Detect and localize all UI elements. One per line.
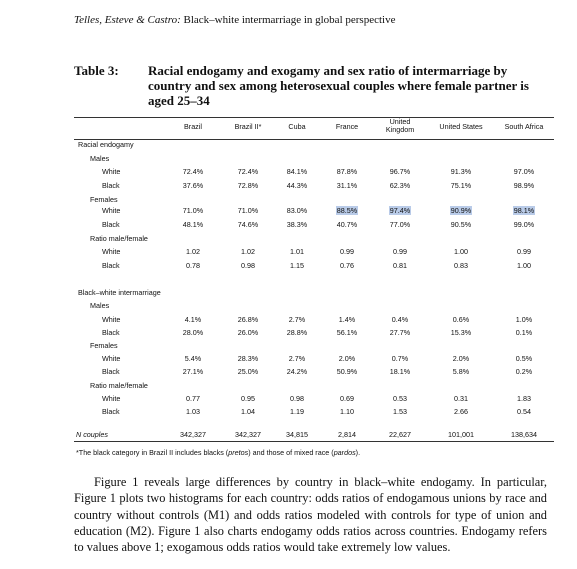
table-cell: 48.1% <box>182 220 204 229</box>
table-row <box>74 354 554 366</box>
table-cell: 2.66 <box>454 407 468 416</box>
table-cell: 25.0% <box>237 367 259 376</box>
table-cell: 96.7% <box>389 167 411 176</box>
table-cell: 72.8% <box>237 181 259 190</box>
row-label: White <box>102 247 121 256</box>
table-cell: 1.00 <box>517 261 531 270</box>
table-cell: 27.1% <box>182 367 204 376</box>
table-cell: 0.69 <box>340 394 354 403</box>
table-cell: 27.7% <box>389 328 411 337</box>
body-paragraph-container <box>74 474 547 555</box>
table-cell: 1.15 <box>290 261 304 270</box>
table-row <box>74 341 554 353</box>
table-row <box>74 220 554 232</box>
n-couples-cell: 22,627 <box>389 430 411 439</box>
row-label: Black <box>102 407 120 416</box>
row-label: Black <box>102 181 120 190</box>
table-cell: 87.8% <box>336 167 358 176</box>
table-cell: 97.0% <box>513 167 535 176</box>
table-cell: 0.6% <box>452 315 470 324</box>
row-label: Black <box>102 220 120 229</box>
table-cell: 74.6% <box>237 220 259 229</box>
table-cell: 38.3% <box>286 220 308 229</box>
table-cell: 0.31 <box>454 394 468 403</box>
table-row <box>74 234 554 246</box>
highlighted-value: 97.4% <box>389 206 411 215</box>
table-cell: 62.3% <box>389 181 411 190</box>
row-label: Black–white intermarriage <box>78 288 161 297</box>
table-cell <box>494 206 554 215</box>
table-row <box>74 394 554 406</box>
table-cell: 0.53 <box>393 394 407 403</box>
table-cell: 1.0% <box>515 315 533 324</box>
footnote-term-pretos: pretos <box>228 448 249 457</box>
column-header: United States <box>439 122 483 131</box>
table-cell: 0.98 <box>241 261 255 270</box>
column-header: Brazil <box>184 122 202 131</box>
table-number: Table 3: <box>74 63 119 78</box>
n-couples-row <box>74 430 554 442</box>
table-cell: 2.0% <box>452 354 470 363</box>
column-header: Brazil II* <box>234 122 262 131</box>
row-label: Males <box>90 154 110 163</box>
table-row <box>74 206 554 218</box>
table-cell <box>431 206 491 215</box>
table-cell: 0.4% <box>391 315 409 324</box>
n-couples-cell: 34,815 <box>286 430 308 439</box>
n-couples-cell: 342,327 <box>235 430 261 439</box>
n-couples-cell: 342,327 <box>180 430 206 439</box>
table-row <box>74 301 554 313</box>
table-cell: 1.02 <box>241 247 255 256</box>
row-label: White <box>102 315 121 324</box>
table-cell: 4.1% <box>184 315 202 324</box>
table-row <box>74 261 554 273</box>
table-cell: 15.3% <box>450 328 472 337</box>
column-header: France <box>335 122 359 131</box>
row-label: Males <box>90 301 110 310</box>
running-head-title: Black–white intermarriage in global perspective <box>183 14 396 26</box>
table-cell: 71.0% <box>182 206 204 215</box>
n-couples-cell: 101,001 <box>448 430 474 439</box>
table-cell: 1.4% <box>338 315 356 324</box>
table-cell: 1.00 <box>454 247 468 256</box>
table-cell: 31.1% <box>336 181 358 190</box>
table-cell: 0.76 <box>340 261 354 270</box>
table-row <box>74 181 554 193</box>
column-header: Cuba <box>288 122 306 131</box>
table-cell: 1.04 <box>241 407 255 416</box>
table-cell: 26.0% <box>237 328 259 337</box>
table-cell: 0.5% <box>515 354 533 363</box>
table-row <box>74 328 554 340</box>
table-cell: 2.7% <box>288 354 306 363</box>
running-head-authors: Telles, Esteve & Castro: <box>74 14 181 26</box>
table-cell: 1.02 <box>186 247 200 256</box>
table-cell: 1.10 <box>340 407 354 416</box>
table-cell: 24.2% <box>286 367 308 376</box>
n-couples-label: N couples <box>76 430 108 439</box>
table-cell: 72.4% <box>237 167 259 176</box>
table-cell: 2.7% <box>288 315 306 324</box>
row-label: White <box>102 167 121 176</box>
table-cell: 98.9% <box>513 181 535 190</box>
table-cell: 0.81 <box>393 261 407 270</box>
table-cell: 91.3% <box>450 167 472 176</box>
row-label: Black <box>102 367 120 376</box>
table-cell: 1.19 <box>290 407 304 416</box>
table-row <box>74 315 554 327</box>
table-cell: 0.99 <box>517 247 531 256</box>
row-label: White <box>102 206 121 215</box>
table-footnote <box>76 448 360 457</box>
highlighted-value: 88.5% <box>336 206 358 215</box>
table-row <box>74 288 554 300</box>
row-label: Ratio male/female <box>90 381 148 390</box>
row-label: Females <box>90 195 118 204</box>
table-cell: 71.0% <box>237 206 259 215</box>
highlighted-value: 90.9% <box>450 206 472 215</box>
footnote-term-pardos: pardos <box>333 448 356 457</box>
table-cell: 0.78 <box>186 261 200 270</box>
table-cell: 1.83 <box>517 394 531 403</box>
highlighted-value: 98.1% <box>513 206 535 215</box>
table-cell: 1.03 <box>186 407 200 416</box>
table-cell <box>317 206 377 215</box>
table-cell <box>370 206 430 215</box>
table-cell: 5.4% <box>184 354 202 363</box>
table-cell: 72.4% <box>182 167 204 176</box>
footnote-suffix: ). <box>355 448 361 457</box>
column-header: South Africa <box>504 122 544 131</box>
row-label: Ratio male/female <box>90 234 148 243</box>
table-cell: 0.83 <box>454 261 468 270</box>
table-cell: 28.3% <box>237 354 259 363</box>
table-cell: 75.1% <box>450 181 472 190</box>
row-label: Females <box>90 341 118 350</box>
table-cell: 26.8% <box>237 315 259 324</box>
n-couples-cell: 2,814 <box>338 430 356 439</box>
table-cell: 44.3% <box>286 181 308 190</box>
table-cell: 0.98 <box>290 394 304 403</box>
table-cell: 28.8% <box>286 328 308 337</box>
table-cell: 2.0% <box>338 354 356 363</box>
table-row <box>74 154 554 166</box>
table-row <box>74 407 554 419</box>
table-row <box>74 367 554 379</box>
table-cell: 5.8% <box>452 367 470 376</box>
body-paragraph: Figure 1 reveals large differences by country in black–white endogamy. In particular, Figure 1 plots two histograms for each country: odds ratios of endogamous unions by race and country without controls (M1) and odds ratios modeled with controls for type of union and education (M2). Figure 1 also charts endogamy odds ratios across countries. Endogamy refers to values above 1; exogamous odds ratios would take extremely low values. <box>74 475 547 555</box>
column-header: United Kingdom <box>385 117 415 134</box>
row-label: White <box>102 354 121 363</box>
table-cell: 28.0% <box>182 328 204 337</box>
table-cell: 77.0% <box>389 220 411 229</box>
table-cell: 0.95 <box>241 394 255 403</box>
footnote-middle: ) and those of mixed race ( <box>248 448 334 457</box>
table-row <box>74 381 554 393</box>
table-cell: 0.77 <box>186 394 200 403</box>
row-label: Black <box>102 328 120 337</box>
row-label: Black <box>102 261 120 270</box>
table-cell: 99.0% <box>513 220 535 229</box>
table-cell: 1.53 <box>393 407 407 416</box>
table-cell: 0.1% <box>515 328 533 337</box>
table-cell: 0.2% <box>515 367 533 376</box>
table-cell: 56.1% <box>336 328 358 337</box>
running-head <box>74 14 395 26</box>
row-label: White <box>102 394 121 403</box>
n-couples-cell: 138,634 <box>511 430 537 439</box>
table-cell: 1.01 <box>290 247 304 256</box>
table-cell: 83.0% <box>286 206 308 215</box>
table-row <box>74 247 554 259</box>
table-cell: 50.9% <box>336 367 358 376</box>
table-cell: 18.1% <box>389 367 411 376</box>
table-cell: 0.54 <box>517 407 531 416</box>
table-caption: Racial endogamy and exogamy and sex ratio of intermarriage by country and sex among heterosexual couples where female partner is aged 25–34 <box>148 63 529 108</box>
table-top-rule <box>74 117 554 118</box>
footnote-prefix: *The black category in Brazil II includes blacks ( <box>76 448 229 457</box>
table-cell: 0.99 <box>393 247 407 256</box>
table-cell: 84.1% <box>286 167 308 176</box>
table-row <box>74 140 554 152</box>
table-cell: 40.7% <box>336 220 358 229</box>
table-cell: 0.7% <box>391 354 409 363</box>
table-row <box>74 167 554 179</box>
table-cell: 90.5% <box>450 220 472 229</box>
table-cell: 0.99 <box>340 247 354 256</box>
table-cell: 37.6% <box>182 181 204 190</box>
row-label: Racial endogamy <box>78 140 134 149</box>
